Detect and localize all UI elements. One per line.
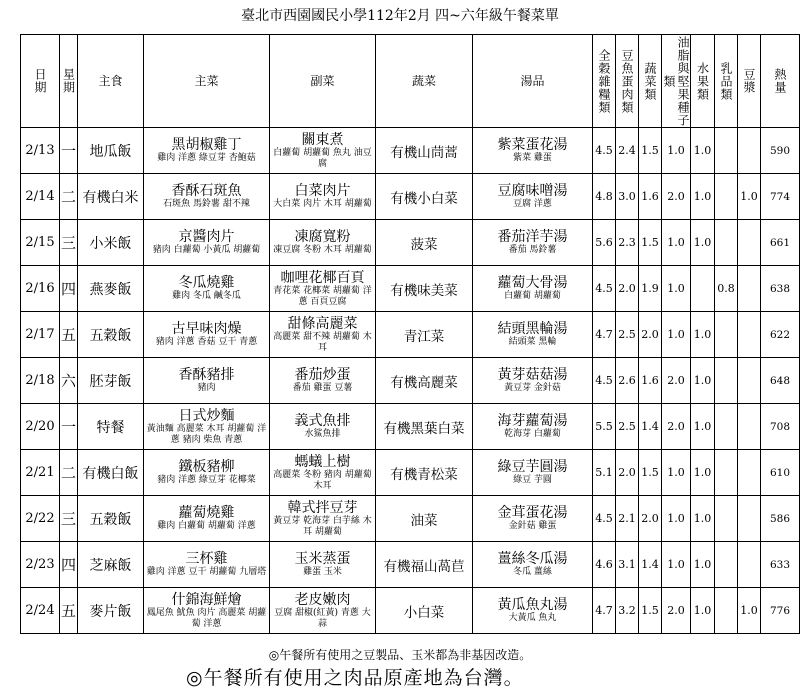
dish-ingredients: 大白菜 肉片 木耳 胡蘿蔔: [273, 199, 372, 209]
protein-cell: 3.1: [616, 542, 639, 588]
side-dish-cell: [270, 358, 376, 404]
soymilk-cell: [738, 266, 761, 312]
grain-cell: 5.1: [593, 450, 616, 496]
main-dish-cell: [144, 358, 270, 404]
vegetable-cell: 青江菜: [376, 312, 473, 358]
oil-cell: 1.0: [662, 312, 691, 358]
dish-name: 黃瓜魚丸湯: [497, 597, 568, 613]
dish-name: 咖哩花椰百頁: [280, 269, 365, 286]
dish-name: 老皮嫩肉: [294, 591, 351, 608]
fruit-cell: 1.0: [691, 220, 715, 266]
oil-cell: 1.0: [662, 266, 691, 312]
date-cell: 2/23: [21, 542, 60, 588]
side-dish-cell: [270, 312, 376, 358]
soymilk-cell: [738, 542, 761, 588]
dish-name: 關東煮: [301, 131, 344, 148]
veg-group-cell: 1.5: [639, 588, 662, 634]
soup-cell: [473, 174, 593, 220]
dairy-cell: [715, 542, 738, 588]
staple-cell: 有機白米: [78, 174, 144, 220]
dish-ingredients: 白蘿蔔 胡蘿蔔: [504, 291, 561, 301]
date-cell: 2/13: [21, 128, 60, 174]
soymilk-cell: [738, 312, 761, 358]
main-dish-cell: [144, 496, 270, 542]
weekday-cell: 五: [60, 588, 78, 634]
dish-name: 蘿蔔燒雞: [178, 505, 235, 521]
dish-name: 金茸蛋花湯: [497, 505, 568, 521]
staple-cell: 五穀飯: [78, 312, 144, 358]
dish-name: 豆腐味噌湯: [497, 183, 568, 199]
dairy-cell: [715, 220, 738, 266]
veg-group-cell: 1.6: [639, 358, 662, 404]
table-row: [21, 496, 800, 542]
dish-name: 玉米蒸蛋: [294, 551, 351, 567]
side-dish-cell: [270, 266, 376, 312]
kcal-cell: 622: [761, 312, 800, 358]
table-row: [21, 358, 800, 404]
dish-name: 番茄炒蛋: [294, 367, 351, 383]
grain-cell: 4.5: [593, 358, 616, 404]
kcal-cell: 590: [761, 128, 800, 174]
staple-cell: 有機白飯: [78, 450, 144, 496]
dish-ingredients: 凍豆腐 冬粉 木耳 胡蘿蔔: [273, 245, 372, 255]
dish-name: 凍腐寬粉: [294, 229, 351, 245]
soup-cell: [473, 220, 593, 266]
dish-name: 甜條高麗菜: [287, 315, 358, 332]
dish-ingredients: 雞肉 冬瓜 鹹冬瓜: [172, 291, 241, 301]
fruit-cell: 1.0: [691, 496, 715, 542]
side-dish-cell: [270, 220, 376, 266]
kcal-cell: 708: [761, 404, 800, 450]
soup-cell: [473, 312, 593, 358]
kcal-cell: 776: [761, 588, 800, 634]
soymilk-cell: [738, 450, 761, 496]
oil-cell: 1.0: [662, 450, 691, 496]
menu-title: 臺北市西園國民小學112年2月 四~六年級午餐菜單: [241, 8, 559, 24]
soymilk-cell: 1.0: [738, 174, 761, 220]
staple-cell: 燕麥飯: [78, 266, 144, 312]
date-cell: 2/16: [21, 266, 60, 312]
date-cell: 2/24: [21, 588, 60, 634]
side-dish-cell: [270, 542, 376, 588]
dairy-cell: 0.8: [715, 266, 738, 312]
dish-name: 香酥豬排: [178, 367, 235, 383]
main-dish-cell: [144, 220, 270, 266]
fruit-cell: 1.0: [691, 450, 715, 496]
vegetable-cell: 有機青松菜: [376, 450, 473, 496]
dish-name: 番茄洋芋湯: [497, 229, 568, 245]
protein-cell: 2.0: [616, 450, 639, 496]
dish-ingredients: 青花菜 花椰菜 胡蘿蔔 洋蔥 百頁豆腐: [273, 285, 372, 307]
side-dish-cell: [270, 128, 376, 174]
date-cell: 2/15: [21, 220, 60, 266]
fruit-cell: 1.0: [691, 174, 715, 220]
dish-name: 薑絲冬瓜湯: [497, 551, 568, 567]
dish-ingredients: 紫菜 雞蛋: [513, 153, 552, 163]
dairy-cell: [715, 174, 738, 220]
dish-ingredients: 石斑魚 馬鈴薯 甜不辣: [163, 199, 250, 209]
dish-ingredients: 番茄 馬鈴薯: [508, 245, 557, 255]
dish-name: 蘿蔔大骨湯: [497, 275, 568, 291]
date-cell: 2/18: [21, 358, 60, 404]
date-cell: 2/17: [21, 312, 60, 358]
grain-cell: 4.7: [593, 312, 616, 358]
header-date: 日期: [21, 35, 60, 128]
dish-name: 三杯雞: [185, 551, 228, 567]
protein-cell: 2.6: [616, 358, 639, 404]
weekday-cell: 二: [60, 174, 78, 220]
veg-group-cell: 1.5: [639, 450, 662, 496]
dish-ingredients: 黃豆芽 乾海芽 白芋絲 木耳 胡蘿蔔: [273, 515, 372, 537]
staple-cell: 麥片飯: [78, 588, 144, 634]
soup-cell: [473, 266, 593, 312]
dish-ingredients: 雞肉 白蘿蔔 胡蘿蔔 洋蔥: [157, 521, 256, 531]
grain-cell: 4.7: [593, 588, 616, 634]
dish-ingredients: 冬瓜 薑絲: [513, 567, 552, 577]
main-dish-cell: [144, 588, 270, 634]
fruit-cell: 1.0: [691, 128, 715, 174]
header-main: 主菜: [144, 35, 270, 128]
dish-name: 黃芽菇菇湯: [497, 367, 568, 383]
fruit-cell: 1.0: [691, 404, 715, 450]
main-dish-cell: [144, 128, 270, 174]
soymilk-cell: [738, 496, 761, 542]
oil-cell: 2.0: [662, 174, 691, 220]
vegetable-cell: 菠菜: [376, 220, 473, 266]
staple-cell: 地瓜飯: [78, 128, 144, 174]
vegetable-cell: 有機高麗菜: [376, 358, 473, 404]
header-veg-group: 蔬菜類: [639, 35, 662, 128]
dish-name: 鐵板豬柳: [178, 459, 235, 475]
staple-cell: 五穀飯: [78, 496, 144, 542]
oil-cell: 1.0: [662, 496, 691, 542]
grain-cell: 4.5: [593, 266, 616, 312]
veg-group-cell: 2.0: [639, 496, 662, 542]
weekday-cell: 三: [60, 220, 78, 266]
veg-group-cell: 1.4: [639, 542, 662, 588]
grain-cell: 5.5: [593, 404, 616, 450]
protein-cell: 2.3: [616, 220, 639, 266]
side-dish-cell: [270, 404, 376, 450]
header-dairy: 乳品類: [715, 35, 738, 128]
oil-cell: 1.0: [662, 542, 691, 588]
kcal-cell: 586: [761, 496, 800, 542]
dish-ingredients: 鳳尾魚 魷魚 肉片 高麗菜 胡蘿蔔 洋蔥: [146, 607, 267, 629]
soymilk-cell: [738, 358, 761, 404]
weekday-cell: 一: [60, 128, 78, 174]
grain-cell: 4.6: [593, 542, 616, 588]
main-dish-cell: [144, 450, 270, 496]
header-soymilk: 豆漿: [738, 35, 761, 128]
dish-name: 京醬肉片: [178, 229, 235, 245]
table-row: [21, 450, 800, 496]
dish-ingredients: 結頭菜 黑輪: [508, 337, 557, 347]
protein-cell: 2.1: [616, 496, 639, 542]
grain-cell: 4.5: [593, 496, 616, 542]
menu-table: [20, 34, 800, 634]
veg-group-cell: 1.9: [639, 266, 662, 312]
staple-cell: 特餐: [78, 404, 144, 450]
side-dish-cell: [270, 174, 376, 220]
header-oil: 油脂與堅果種子類: [662, 35, 690, 127]
fruit-cell: 1.0: [691, 312, 715, 358]
dish-name: 紫菜蛋花湯: [497, 137, 568, 153]
dish-name: 日式炒麵: [178, 407, 235, 424]
table-row: [21, 404, 800, 450]
weekday-cell: 五: [60, 312, 78, 358]
protein-cell: 2.5: [616, 312, 639, 358]
table-row: [21, 128, 800, 174]
veg-group-cell: 1.5: [639, 128, 662, 174]
soymilk-cell: [738, 128, 761, 174]
soup-cell: [473, 404, 593, 450]
header-row: [21, 35, 800, 128]
weekday-cell: 二: [60, 450, 78, 496]
date-cell: 2/14: [21, 174, 60, 220]
dish-ingredients: 乾海芽 白蘿蔔: [504, 429, 561, 439]
vegetable-cell: 有機山茼蒿: [376, 128, 473, 174]
dish-name: 冬瓜燒雞: [178, 275, 235, 291]
header-soup: 湯品: [473, 35, 593, 128]
staple-cell: 胚芽飯: [78, 358, 144, 404]
vegetable-cell: 油菜: [376, 496, 473, 542]
vegetable-cell: 有機福山萵苣: [376, 542, 473, 588]
side-dish-cell: [270, 496, 376, 542]
header-weekday: 星期: [60, 35, 78, 128]
fruit-cell: 1.0: [691, 542, 715, 588]
header-fruit: 水果類: [691, 35, 715, 128]
kcal-cell: 633: [761, 542, 800, 588]
dish-ingredients: 番茄 雞蛋 豆薯: [292, 383, 353, 393]
header-staple: 主食: [78, 35, 144, 128]
dish-ingredients: 豆腐 甜椒(紅黃) 青蔥 大蒜: [274, 607, 371, 629]
soup-cell: [473, 542, 593, 588]
dish-name: 義式魚排: [294, 413, 351, 429]
vegetable-cell: 有機小白菜: [376, 174, 473, 220]
weekday-cell: 四: [60, 542, 78, 588]
veg-group-cell: 2.0: [639, 312, 662, 358]
weekday-cell: 三: [60, 496, 78, 542]
oil-cell: 2.0: [662, 404, 691, 450]
veg-group-cell: 1.4: [639, 404, 662, 450]
header-grain: 全穀雜糧類: [593, 35, 616, 128]
dish-name: 白菜肉片: [294, 183, 351, 199]
dish-ingredients: 金針菇 雞蛋: [508, 521, 557, 531]
kcal-cell: 610: [761, 450, 800, 496]
dairy-cell: [715, 450, 738, 496]
dish-ingredients: 豬肉 洋蔥 綠豆芽 花椰菜: [157, 475, 256, 485]
table-row: [21, 588, 800, 634]
soup-cell: [473, 128, 593, 174]
dairy-cell: [715, 404, 738, 450]
vegetable-cell: 有機味美菜: [376, 266, 473, 312]
dish-name: 螞蟻上樹: [294, 453, 351, 470]
dish-ingredients: 大黃瓜 魚丸: [508, 613, 557, 623]
header-protein: 豆魚蛋肉類: [616, 35, 639, 128]
kcal-cell: 638: [761, 266, 800, 312]
dairy-cell: [715, 358, 738, 404]
weekday-cell: 六: [60, 358, 78, 404]
soup-cell: [473, 496, 593, 542]
fruit-cell: 1.0: [691, 358, 715, 404]
dish-name: 海芽蘿蔔湯: [497, 413, 568, 429]
kcal-cell: 648: [761, 358, 800, 404]
side-dish-cell: [270, 588, 376, 634]
dairy-cell: [715, 312, 738, 358]
header-veg: 蔬菜: [376, 35, 473, 128]
soup-cell: [473, 450, 593, 496]
dish-ingredients: 白蘿蔔 胡蘿蔔 魚丸 油豆腐: [273, 147, 372, 169]
dish-name: 結頭黑輪湯: [497, 321, 568, 337]
dish-name: 韓式拌豆芽: [287, 499, 358, 516]
gmo-note: ◎午餐所有使用之豆製品、玉米都為非基因改造。: [268, 648, 532, 662]
dish-name: 什錦海鮮燴: [171, 591, 242, 608]
fruit-cell: 1.0: [691, 588, 715, 634]
veg-group-cell: 1.5: [639, 220, 662, 266]
dish-ingredients: 高麗菜 甜不辣 胡蘿蔔 木耳: [273, 331, 372, 353]
dish-ingredients: 豬肉 洋蔥 香菇 豆干 青蔥: [155, 337, 258, 347]
dish-ingredients: 雞肉 洋蔥 綠豆芽 杏鮑菇: [157, 153, 256, 163]
dish-name: 古早味肉燥: [171, 321, 242, 337]
table-row: [21, 312, 800, 358]
soymilk-cell: [738, 404, 761, 450]
protein-cell: 2.0: [616, 266, 639, 312]
dish-ingredients: 豬肉: [197, 383, 216, 393]
dish-ingredients: 雞肉 洋蔥 豆干 胡蘿蔔 九層塔: [146, 567, 267, 577]
table-row: [21, 542, 800, 588]
dish-ingredients: 水鯊魚排: [304, 429, 341, 439]
dish-ingredients: 黃油麵 高麗菜 木耳 胡蘿蔔 洋蔥 豬肉 柴魚 青蔥: [146, 423, 267, 445]
grain-cell: 4.8: [593, 174, 616, 220]
dairy-cell: [715, 588, 738, 634]
weekday-cell: 四: [60, 266, 78, 312]
oil-cell: 1.0: [662, 220, 691, 266]
date-cell: 2/20: [21, 404, 60, 450]
oil-cell: 2.0: [662, 588, 691, 634]
dish-ingredients: 綠豆 芋圓: [513, 475, 552, 485]
table-row: [21, 266, 800, 312]
dish-ingredients: 高麗菜 冬粉 豬肉 胡蘿蔔 木耳: [273, 469, 372, 491]
vegetable-cell: 小白菜: [376, 588, 473, 634]
main-dish-cell: [144, 542, 270, 588]
main-dish-cell: [144, 404, 270, 450]
grain-cell: 5.6: [593, 220, 616, 266]
dairy-cell: [715, 496, 738, 542]
protein-cell: 2.4: [616, 128, 639, 174]
vegetable-cell: 有機黑葉白菜: [376, 404, 473, 450]
oil-cell: 1.0: [662, 128, 691, 174]
soup-cell: [473, 358, 593, 404]
date-cell: 2/22: [21, 496, 60, 542]
dish-ingredients: 黃豆芽 金針菇: [504, 383, 561, 393]
side-dish-cell: [270, 450, 376, 496]
veg-group-cell: 1.6: [639, 174, 662, 220]
protein-cell: 3.2: [616, 588, 639, 634]
protein-cell: 2.5: [616, 404, 639, 450]
protein-cell: 3.0: [616, 174, 639, 220]
dish-ingredients: 雞蛋 玉米: [303, 567, 342, 577]
dish-name: 黑胡椒雞丁: [171, 137, 242, 153]
dish-name: 香酥石斑魚: [171, 183, 242, 199]
dish-name: 綠豆芋圓湯: [497, 459, 568, 475]
weekday-cell: 一: [60, 404, 78, 450]
main-dish-cell: [144, 266, 270, 312]
kcal-cell: 661: [761, 220, 800, 266]
header-kcal: 熱量: [761, 35, 800, 128]
main-dish-cell: [144, 312, 270, 358]
table-row: [21, 220, 800, 266]
dish-ingredients: 豬肉 白蘿蔔 小黃瓜 胡蘿蔔: [152, 245, 261, 255]
dairy-cell: [715, 128, 738, 174]
date-cell: 2/21: [21, 450, 60, 496]
meat-origin-note: ◎午餐所有使用之肉品原產地為台灣。: [186, 667, 524, 689]
kcal-cell: 774: [761, 174, 800, 220]
dish-ingredients: 豆腐 洋蔥: [513, 199, 552, 209]
soup-cell: [473, 588, 593, 634]
main-dish-cell: [144, 174, 270, 220]
oil-cell: 2.0: [662, 358, 691, 404]
fruit-cell: [691, 266, 715, 312]
header-side: 副菜: [270, 35, 376, 128]
soymilk-cell: [738, 220, 761, 266]
staple-cell: 芝麻飯: [78, 542, 144, 588]
grain-cell: 4.5: [593, 128, 616, 174]
soymilk-cell: 1.0: [738, 588, 761, 634]
staple-cell: 小米飯: [78, 220, 144, 266]
table-row: [21, 174, 800, 220]
